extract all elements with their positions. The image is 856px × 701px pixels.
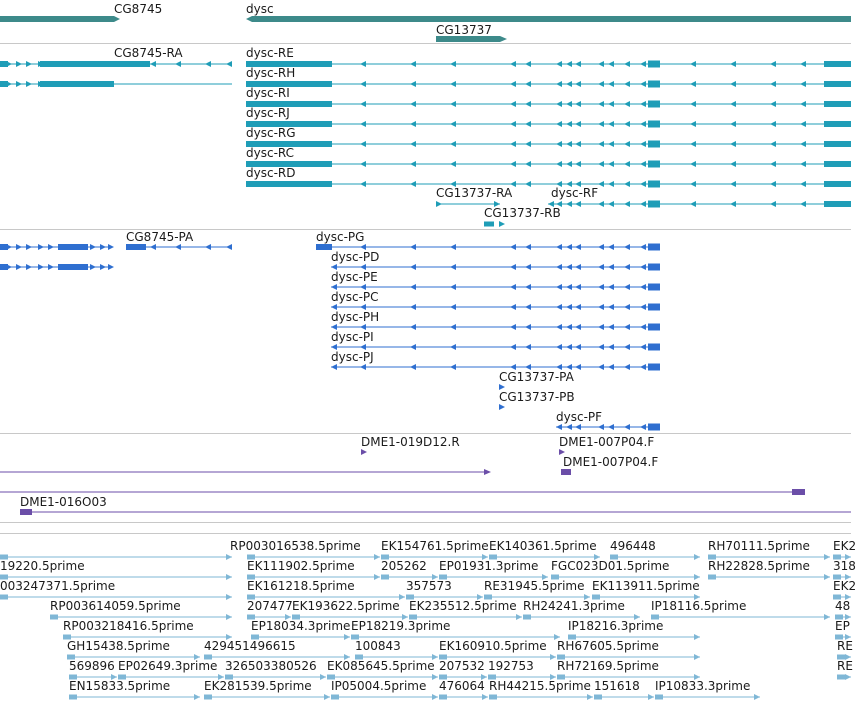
est-label[interactable]: 326503380526 bbox=[225, 659, 317, 673]
gene-label[interactable]: CG13737 bbox=[436, 23, 492, 37]
clone-label[interactable]: DME1-007P04.F bbox=[559, 435, 655, 449]
est-label[interactable]: 207477 bbox=[247, 599, 293, 613]
est-label[interactable]: 569896 bbox=[69, 659, 115, 673]
est-label[interactable]: RE31945.5prime bbox=[484, 579, 585, 593]
est-label[interactable]: 205262 bbox=[381, 559, 427, 573]
est-label[interactable]: IP05004.5prime bbox=[331, 679, 427, 693]
protein-label[interactable]: dysc-PJ bbox=[331, 350, 374, 364]
protein-label[interactable]: CG13737-PB bbox=[499, 390, 575, 404]
est-label[interactable]: EK154761.5prime bbox=[381, 539, 489, 553]
est-label[interactable]: EK281539.5prime bbox=[204, 679, 312, 693]
transcript-label[interactable]: dysc-RH bbox=[246, 66, 296, 80]
transcript-label[interactable]: dysc-RC bbox=[246, 146, 295, 160]
est-label[interactable]: RE bbox=[837, 639, 853, 653]
protein-label[interactable]: dysc-PG bbox=[316, 230, 365, 244]
est-label[interactable]: EK085645.5prime bbox=[327, 659, 435, 673]
gene-label[interactable]: CG8745 bbox=[114, 2, 163, 16]
track-divider bbox=[0, 522, 851, 523]
est-label[interactable]: RH22828.5prime bbox=[708, 559, 810, 573]
est-label[interactable]: EK193622.5prime bbox=[292, 599, 400, 613]
est-label[interactable]: EP18034.3prime bbox=[251, 619, 351, 633]
est-label[interactable]: IP10833.3prime bbox=[655, 679, 751, 693]
protein-label[interactable]: dysc-PE bbox=[331, 270, 378, 284]
transcript-label[interactable]: CG13737-RB bbox=[484, 206, 561, 220]
gene-label[interactable]: dysc bbox=[246, 2, 274, 16]
est-label[interactable]: RH70111.5prime bbox=[708, 539, 810, 553]
est-label[interactable]: 003247371.5prime bbox=[0, 579, 116, 593]
est-label[interactable]: GH15438.5prime bbox=[67, 639, 170, 653]
est-label[interactable]: RH24241.3prime bbox=[523, 599, 625, 613]
protein-track bbox=[0, 230, 851, 433]
est-label[interactable]: 207532 bbox=[439, 659, 485, 673]
est-label[interactable]: EK2 bbox=[833, 539, 856, 553]
est-label[interactable]: IP18116.5prime bbox=[651, 599, 747, 613]
est-label[interactable]: 496448 bbox=[610, 539, 656, 553]
est-label[interactable]: EK235512.5prime bbox=[409, 599, 517, 613]
est-label[interactable]: RE bbox=[837, 659, 853, 673]
est-label[interactable]: EK111902.5prime bbox=[247, 559, 355, 573]
est-label[interactable]: 357573 bbox=[406, 579, 452, 593]
gene-track bbox=[0, 0, 851, 43]
est-label[interactable]: EK161218.5prime bbox=[247, 579, 355, 593]
transcript-label[interactable]: dysc-RI bbox=[246, 86, 290, 100]
est-label[interactable]: 19220.5prime bbox=[0, 559, 85, 573]
est-label[interactable]: EP18219.3prime bbox=[351, 619, 451, 633]
est-track bbox=[0, 534, 856, 701]
transcript-label[interactable]: CG13737-RA bbox=[436, 186, 513, 200]
est-label[interactable]: EK140361.5prime bbox=[489, 539, 597, 553]
transcript-track bbox=[0, 44, 851, 229]
est-label[interactable]: EK160910.5prime bbox=[439, 639, 547, 653]
est-label[interactable]: 429451496615 bbox=[204, 639, 296, 653]
est-label[interactable]: 100843 bbox=[355, 639, 401, 653]
protein-label[interactable]: dysc-PI bbox=[331, 330, 374, 344]
est-label[interactable]: 192753 bbox=[488, 659, 534, 673]
est-label[interactable]: FGC023D01.5prime bbox=[551, 559, 670, 573]
protein-label[interactable]: CG13737-PA bbox=[499, 370, 574, 384]
protein-label[interactable]: dysc-PD bbox=[331, 250, 380, 264]
transcript-label[interactable]: CG8745-RA bbox=[114, 46, 183, 60]
clone-label[interactable]: DME1-007P04.F bbox=[563, 455, 659, 469]
est-label[interactable]: EP bbox=[835, 619, 850, 633]
clone-label[interactable]: DME1-019D12.R bbox=[361, 435, 460, 449]
clone-label[interactable]: DME1-016O03 bbox=[20, 495, 107, 509]
est-label[interactable]: RP003614059.5prime bbox=[50, 599, 181, 613]
est-label[interactable]: EK113911.5prime bbox=[592, 579, 700, 593]
transcript-label[interactable]: dysc-RE bbox=[246, 46, 294, 60]
clone-track bbox=[0, 434, 851, 522]
est-label[interactable]: RH44215.5prime bbox=[489, 679, 591, 693]
est-label[interactable]: EP02649.3prime bbox=[118, 659, 218, 673]
est-label[interactable]: RP003218416.5prime bbox=[63, 619, 194, 633]
protein-label[interactable]: dysc-PC bbox=[331, 290, 379, 304]
transcript-label[interactable]: dysc-RG bbox=[246, 126, 296, 140]
est-label[interactable]: RH72169.5prime bbox=[557, 659, 659, 673]
transcript-label[interactable]: dysc-RF bbox=[551, 186, 599, 200]
est-label[interactable]: 476064 bbox=[439, 679, 485, 693]
protein-label[interactable]: dysc-PF bbox=[556, 410, 603, 424]
est-label[interactable]: RP003016538.5prime bbox=[230, 539, 361, 553]
est-label[interactable]: RH67605.5prime bbox=[557, 639, 659, 653]
est-label[interactable]: 48 bbox=[835, 599, 851, 613]
transcript-label[interactable]: dysc-RJ bbox=[246, 106, 290, 120]
transcript-label[interactable]: dysc-RD bbox=[246, 166, 296, 180]
protein-label[interactable]: dysc-PH bbox=[331, 310, 380, 324]
est-label[interactable]: EN15833.5prime bbox=[69, 679, 171, 693]
est-label[interactable]: IP18216.3prime bbox=[568, 619, 664, 633]
protein-label[interactable]: CG8745-PA bbox=[126, 230, 194, 244]
est-label[interactable]: 318 bbox=[833, 559, 856, 573]
est-label[interactable]: EP01931.3prime bbox=[439, 559, 539, 573]
est-label[interactable]: EK2 bbox=[833, 579, 856, 593]
est-label[interactable]: 151618 bbox=[594, 679, 640, 693]
